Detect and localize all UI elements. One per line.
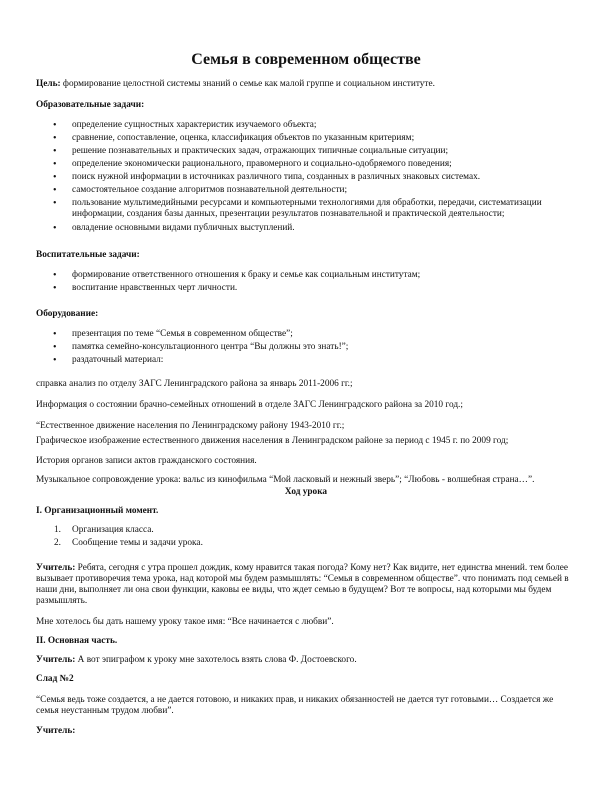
material-line: Музыкальное сопровождение урока: вальс из кинофильма “Мой ласковый и нежный зверь”; “Любовь - волшебная страна…”. [36,475,535,485]
list-item: Организация класса. [72,525,154,535]
goal-label: Цель: [36,79,61,89]
teacher-label: Учитель: [36,563,76,573]
list-item: • определение сущностных характеристик изучаемого объекта; [72,120,578,131]
list-item: Сообщение темы и задачи урока. [72,538,203,548]
list-item: • поиск нужной информации в источниках различного типа, созданных в различных знаковых системах. [72,172,578,183]
list-number: 1. [54,525,61,535]
list-item: • формирование ответственного отношения к браку и семье как социальным институтам; [72,270,578,281]
teacher-line [36,655,576,666]
goal-text: формирование целостной системы знаний о семье как малой группе и социальном институте. [60,79,435,89]
teacher-label: Учитель: [36,726,76,736]
material-line: справка анализ по отделу ЗАГС Ленинградского района за январь 2011-2006 гг.; [36,379,353,389]
teacher-label: Учитель: [36,655,76,665]
upbringing-tasks-heading: Воспитательные задачи: [36,250,140,260]
page-title: Семья в современном обществе [191,51,421,68]
list-item: • определение экономически рационального, правомерного и социально-одобряемого поведения; [72,159,578,170]
material-line: История органов записи актов гражданского состояния. [36,456,257,466]
list-number: 2. [54,538,61,548]
list-item: • решение познавательных и практических задач, отражающих типичные социальные ситуации; [72,146,578,157]
material-line: Информация о состоянии брачно-семейных отношений в отделе ЗАГС Ленинградского района за 2010 год.; [36,400,463,410]
lesson-name-line: Мне хотелось бы дать нашему уроку такое имя: “Все начинается с любви”. [36,617,334,627]
slide-label: Слад №2 [36,674,74,684]
teacher-paragraph [36,563,576,607]
list-item: • сравнение, сопоставление, оценка, классификация объектов по указанным критериям; [72,133,578,144]
teacher-text: Ребята, сегодня с утра прошел дождик, кому нравится такая погода? Кому нет? Как видите, нет единства мнений. тем более вызывает противоречия тема урока, над которой мы будем размышлять: “Семья в современном обществе”. что понимать под семьей в наши дни, выполняет ли она свои функции, каковы ее виды, что ждет семью в будущем? Вот те вопросы, над которыми мы будем размышлять. [36,563,569,606]
list-item: • памятка семейно-консультационного центра “Вы должны это знать!”; [72,342,578,353]
lesson-heading: Ход урока [284,487,328,497]
list-item: • презентация по теме “Семья в современном обществе”; [72,329,578,340]
list-item: • воспитание нравственных черт личности. [72,283,578,294]
quote-paragraph: “Семья ведь тоже создается, а не дается готовою, и никаких прав, и никаких обязанностей не дается тут готовыми… Создается же семья неустанным трудом любви”. [36,695,554,716]
part1-heading: I. Организационный момент. [36,506,159,516]
teacher-text: А вот эпиграфом к уроку мне захотелось взять слова Ф. Достоевского. [75,655,357,665]
list-item: • овладение основными видами публичных выступлений. [72,223,578,234]
list-item: • самостоятельное создание алгоритмов познавательной деятельности; [72,185,578,196]
list-item: • пользование мультимедийными ресурсами и компьютерными технологиями для обработки, передачи, систематизации информации, создания базы данных, презентации результатов познавательной и практической деятельности; [72,198,578,220]
edu-tasks-heading: Образовательные задачи: [36,100,145,110]
goal-line [36,79,576,90]
equipment-heading: Оборудование: [36,309,99,319]
part2-heading: II. Основная часть. [36,636,118,646]
material-line: Графическое изображение естественного движения населения в Ленинградском районе за период с 1945 г. по 2009 год; [36,436,509,446]
material-line: “Естественное движение населения по Ленинградскому району 1943-2010 гг.; [36,421,345,431]
list-item: • раздаточный материал: [72,355,578,366]
